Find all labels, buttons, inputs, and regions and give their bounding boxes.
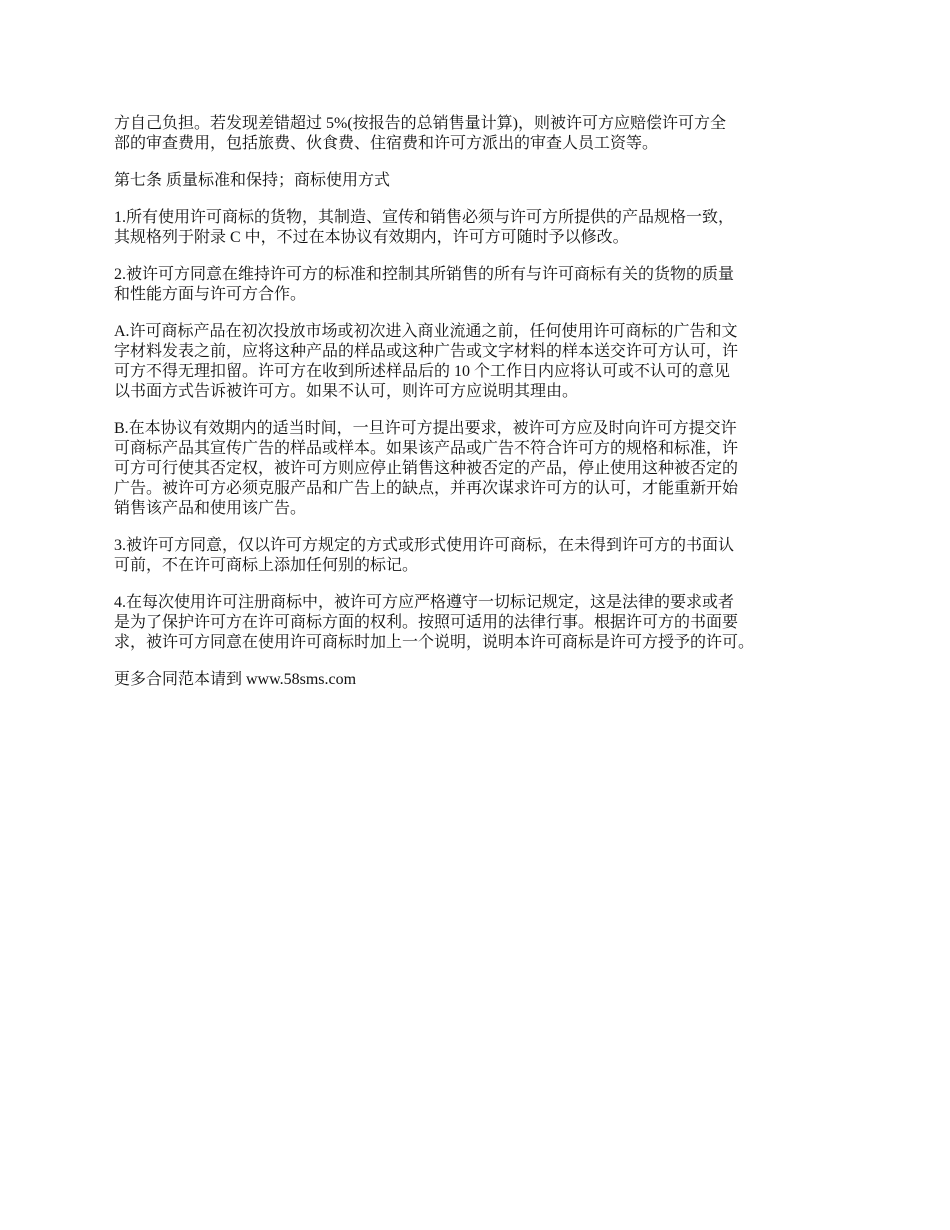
text-line: A.许可商标产品在初次投放市场或初次进入商业流通之前，任何使用许可商标的广告和文 bbox=[114, 323, 738, 340]
text-line: 可方可行使其否定权，被许可方则应停止销售这种被否定的产品，停止使用这种被否定的 bbox=[114, 460, 739, 477]
text-line: 2.被许可方同意在维持许可方的标准和控制其所销售的所有与许可商标有关的货物的质量 bbox=[114, 266, 735, 283]
text-line: 和性能方面与许可方合作。 bbox=[114, 286, 307, 303]
text-line: 部的审查费用，包括旅费、伙食费、住宿费和许可方派出的审查人员工资等。 bbox=[114, 135, 659, 152]
text-line: 求，被许可方同意在使用许可商标时加上一个说明，说明本许可商标是许可方授予的许可。 bbox=[114, 634, 755, 651]
text-line: 更多合同范本请到 www.58sms.com bbox=[114, 671, 357, 688]
footer-note bbox=[114, 670, 850, 690]
text-line: 3.被许可方同意，仅以许可方规定的方式或形式使用许可商标，在未得到许可方的书面认 bbox=[114, 537, 735, 554]
text-line: 可方不得无理扣留。许可方在收到所述样品后的 10 个工作日内应将认可或不认可的意见 bbox=[114, 363, 731, 380]
text-line: 4.在每次使用许可注册商标中，被许可方应严格遵守一切标记规定，这是法律的要求或者 bbox=[114, 594, 735, 611]
paragraph-clause-4 bbox=[114, 593, 850, 653]
text-line: 第七条 质量标准和保持；商标使用方式 bbox=[114, 172, 391, 189]
paragraph-clause-2 bbox=[114, 265, 850, 305]
text-line: 1.所有使用许可商标的货物，其制造、宣传和销售必须与许可方所提供的产品规格一致， bbox=[114, 209, 735, 226]
text-line: 以书面方式告诉被许可方。如果不认可，则许可方应说明其理由。 bbox=[114, 383, 579, 400]
text-line: 字材料发表之前，应将这种产品的样品或这种广告或文字材料的样本送交许可方认可，许 bbox=[114, 343, 739, 360]
text-line: 广告。被许可方必须克服产品和广告上的缺点，并再次谋求许可方的认可，才能重新开始 bbox=[114, 480, 739, 497]
text-line: 销售该产品和使用该广告。 bbox=[114, 500, 307, 517]
text-line: 方自己负担。若发现差错超过 5%(按报告的总销售量计算)，则被许可方应赔偿许可方全 bbox=[114, 115, 726, 132]
paragraph-clause-a bbox=[114, 322, 850, 402]
paragraph-clause-b bbox=[114, 419, 850, 519]
text-line: 可前，不在许可商标上添加任何别的标记。 bbox=[114, 557, 419, 574]
article-heading bbox=[114, 171, 850, 191]
paragraph-clause-3 bbox=[114, 536, 850, 576]
text-line: 是为了保护许可方在许可商标方面的权利。按照可适用的法律行事。根据许可方的书面要 bbox=[114, 614, 739, 631]
paragraph-clause-1 bbox=[114, 208, 850, 248]
paragraph-audit-cost bbox=[114, 114, 850, 154]
text-line: 可商标产品其宣传广告的样品或样本。如果该产品或广告不符合许可方的规格和标准，许 bbox=[114, 440, 739, 457]
document-body bbox=[114, 114, 850, 707]
text-line: 其规格列于附录 C 中，不过在本协议有效期内，许可方可随时予以修改。 bbox=[114, 229, 629, 246]
text-line: B.在本协议有效期内的适当时间，一旦许可方提出要求，被许可方应及时向许可方提交许 bbox=[114, 420, 737, 437]
